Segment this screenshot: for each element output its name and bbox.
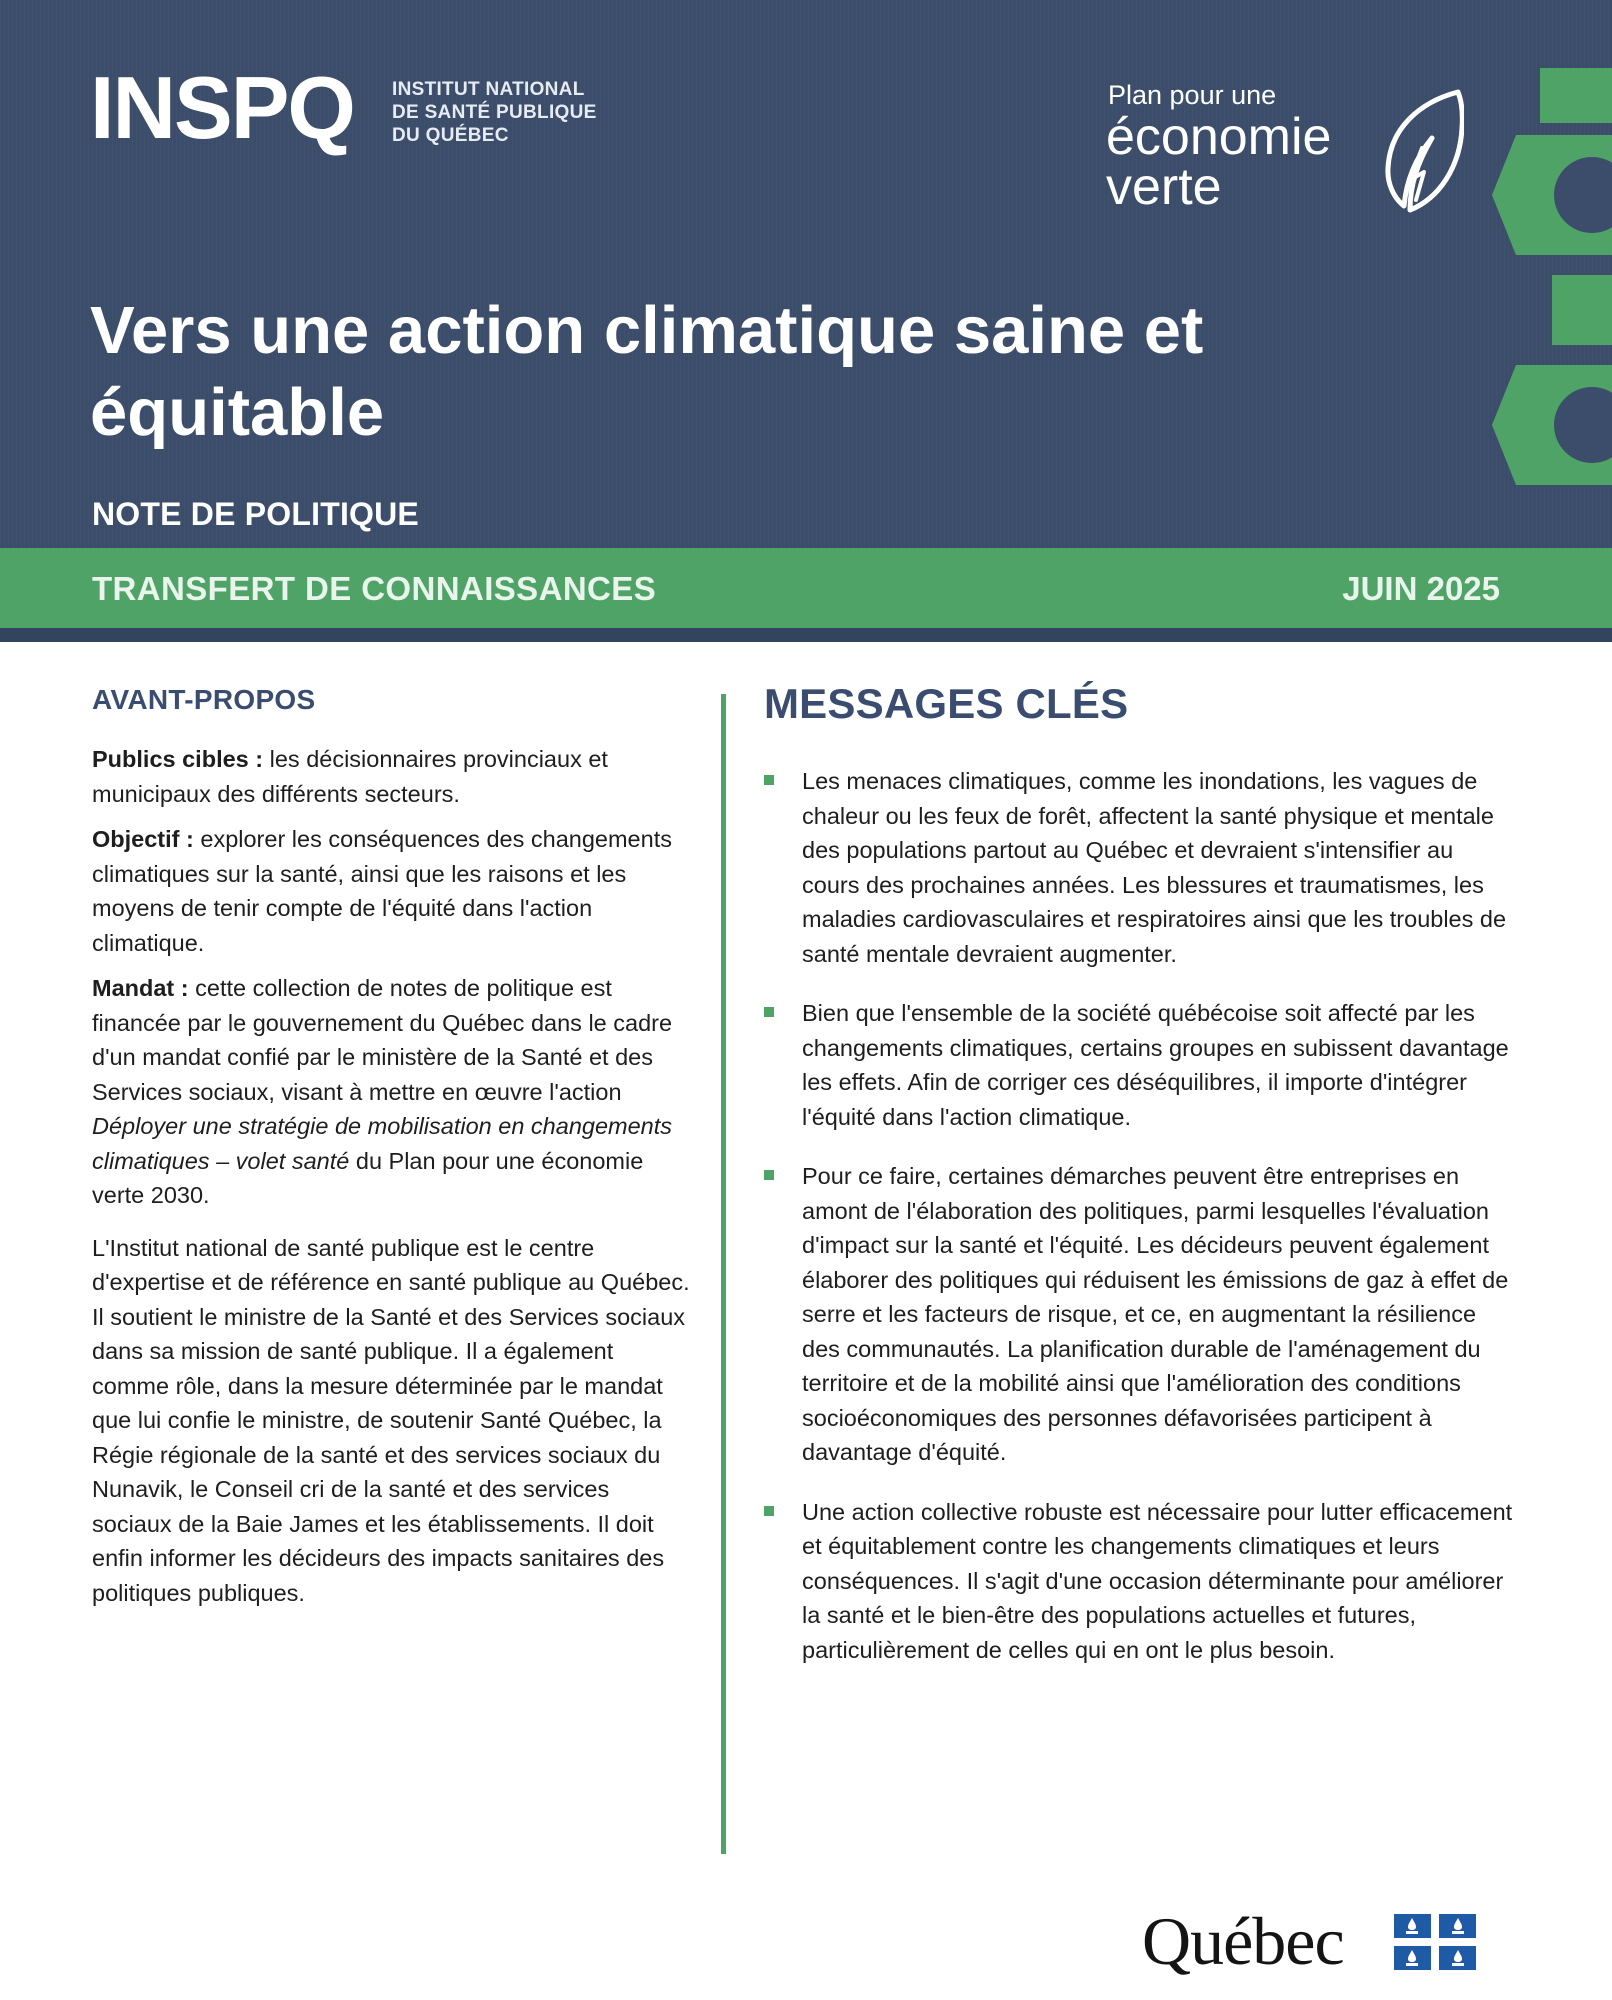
fleur-de-lis-flag-icon: [1394, 1914, 1476, 1970]
message-text: Pour ce faire, certaines démarches peuvent être entreprises en amont de l'élaboration des politiques, parmi lesquelles l'évaluation d'impact sur la santé et l'équité. Les décideurs peuvent également élaborer des politiques qui réduisent les émissions de gaz à effet de serre et les facteurs de risque, et ce, en augmentant la résilience des communautés. La planification durable de l'aménagement du territoire et de la mobilité ainsi que l'amélioration des conditions socioéconomiques des personnes défavorisées participent à davantage d'équité.: [802, 1163, 1509, 1465]
mandat-action-name: Déployer une stratégie de mobilisation en changements climatiques – volet santé: [92, 1113, 673, 1174]
mandat-text: cette collection de notes de politique est financée par le gouvernement du Québec dans le cadre d'un mandat confié par le ministère de la Santé et des Services sociaux, visant à mettre en œuvre l'action: [92, 975, 673, 1105]
quebec-wordmark: Québec: [1142, 1903, 1344, 1979]
inspq-logo: INSPQ: [90, 58, 354, 157]
list-item: [764, 996, 1516, 1134]
document-title: Vers une action climatique saine et équitable: [90, 293, 1204, 450]
list-item: [764, 764, 1516, 971]
institut-paragraph: L'Institut national de santé publique est le centre d'expertise et de référence en santé publique au Québec. Il soutient le ministre de la Santé et des Services sociaux dans sa mission de santé publique. Il a également comme rôle, dans la mesure déterminée par le mandat que lui confie le ministre, de soutenir Santé Québec, la Régie régionale de la santé et des services sociaux du Nunavik, le Conseil cri de la santé et des services sociaux de la Baie James et les établissements. Il doit enfin informer les décideurs des impacts sanitaires des politiques publiques.: [92, 1234, 690, 1606]
plan-logo-line: économie: [1106, 108, 1332, 166]
messages-cles-column: [764, 680, 1516, 1692]
message-text: Bien que l'ensemble de la société québécoise soit affecté par les changements climatiques, certains groupes en subissent davantage les effets. Afin de corriger ces déséquilibres, il importe d'intégrer l'équité dans l'action climatique.: [802, 1000, 1509, 1130]
band-underline: [0, 628, 1612, 642]
logo-subtitle-line: DU QUÉBEC: [392, 125, 509, 146]
publics-cibles-paragraph: [92, 742, 692, 811]
messages-cles-heading: MESSAGES CLÉS: [764, 680, 1129, 727]
category-band: [0, 548, 1612, 628]
list-item: [764, 1159, 1516, 1470]
mandat-label: Mandat :: [92, 975, 189, 1001]
plan-logo-text: [1106, 108, 1332, 216]
plan-logo-small: Plan pour une: [1108, 80, 1277, 110]
objectif-paragraph: [92, 822, 692, 960]
objectif-text: explorer les conséquences des changements climatiques sur la santé, ainsi que les raisons et les moyens de tenir compte de l'équité dans l'action climatique.: [92, 826, 672, 956]
bullet-icon: [764, 1506, 774, 1516]
cover-header: [0, 0, 1612, 548]
bullet-icon: [764, 1007, 774, 1017]
column-divider: [721, 694, 726, 1854]
mandat-paragraph: [92, 971, 692, 1213]
quebec-government-logo: [1142, 1900, 1482, 1980]
list-item: [764, 1495, 1516, 1668]
logo-subtitle-line: INSTITUT NATIONAL: [392, 79, 585, 100]
bullet-icon: [764, 775, 774, 785]
avant-propos-column: [92, 684, 692, 1621]
logo-subtitle-line: DE SANTÉ PUBLIQUE: [392, 102, 597, 123]
inspq-logo-subtitle: [392, 78, 652, 147]
mandat-text-end: du Plan pour une économie verte 2030.: [92, 1147, 644, 1208]
publication-date: JUIN 2025: [1342, 570, 1500, 607]
leaf-icon: [1380, 88, 1464, 214]
bullet-icon: [764, 1170, 774, 1180]
objectif-label: Objectif :: [92, 826, 194, 852]
messages-cles-list: [764, 764, 1516, 1667]
avant-propos-heading: AVANT-PROPOS: [92, 684, 316, 715]
message-text: Les menaces climatiques, comme les inondations, les vagues de chaleur ou les feux de forêt, affectent la santé physique et mentale des populations partout au Québec et devraient s'intensifier au cours des prochaines années. Les blessures et traumatismes, les maladies cardiovasculaires et respiratoires ainsi que les troubles de santé mentale devraient augmenter.: [802, 768, 1507, 967]
hexagon-decoration: [1482, 60, 1612, 500]
message-text: Une action collective robuste est nécessaire pour lutter efficacement et équitablement contre les changements climatiques et leurs conséquences. Il s'agit d'une occasion déterminante pour améliorer la santé et le bien-être des populations actuelles et futures, particulièrement de celles qui en ont le plus besoin.: [802, 1498, 1513, 1663]
document-type: NOTE DE POLITIQUE: [92, 496, 419, 532]
publics-text: les décisionnaires provinciaux et municipaux des différents secteurs.: [92, 746, 608, 807]
publics-label: Publics cibles :: [92, 746, 264, 772]
plan-logo-line: verte: [1106, 158, 1222, 216]
category-label: TRANSFERT DE CONNAISSANCES: [92, 570, 657, 607]
